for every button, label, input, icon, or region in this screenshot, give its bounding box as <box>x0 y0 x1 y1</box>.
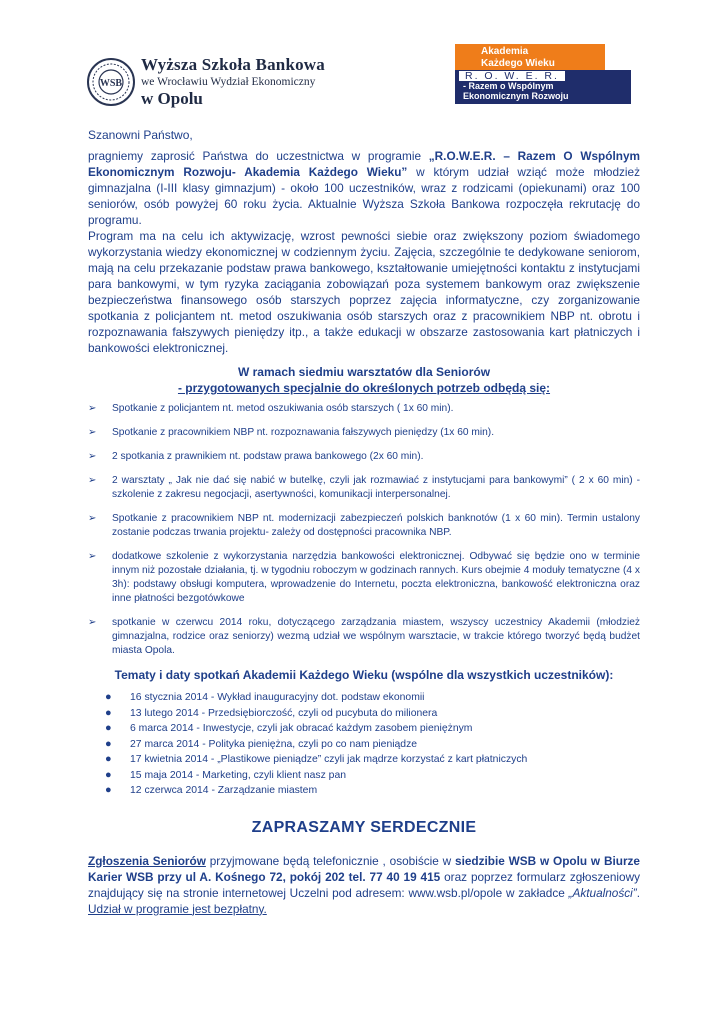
list-item: ● 13 lutego 2014 - Przedsiębiorczość, czyli od pucybuta do milionera <box>88 706 640 722</box>
school-name-line2: we Wrocławiu Wydział Ekonomiczny <box>141 76 316 88</box>
letter-body <box>88 128 640 928</box>
arrow-bullet-icon: ➢ <box>88 551 97 562</box>
list-item: ➢ spotkanie w czerwcu 2014 roku, dotyczącego zarządzania miastem, wszyscy uczestnicy Akademii (młodzież gimnazjalna, rodzice oraz seniorzy) wezmą udział we wspólnym warsztacie, w trakcie którego tworzyć będą budżet miasta Opola. <box>88 617 640 656</box>
list-item: ● 12 czerwca 2014 - Zarządzanie miastem <box>88 783 640 799</box>
list-item: ● 27 marca 2014 - Polityka pieniężna, czyli po co nam pieniądze <box>88 737 640 753</box>
registration-address: siedzibie WSB w Opolu w Biurze Karier WSB przy ul A. Kośnego 72, pokój 202 tel. 77 40 19 415 <box>88 853 640 884</box>
list-item: ➢ Spotkanie z policjantem nt. metod oszukiwania osób starszych ( 1x 60 min). <box>88 403 454 414</box>
aktualnosci-tab: „Aktualności” <box>568 885 637 900</box>
intro-text-c: w którym udział wziąć może młodzież gimnazjalna (I-III klasy gimnazjum) - około 100 uczestników, wraz z rodzicami (opiekunami) oraz 100 seniorów, osób powyżej 60 roku życia. Aktualnie Wyższa Szkoła Bankowa rozpoczęła rekrutację do programu. <box>88 165 640 227</box>
registration-lead: Zgłoszenia Seniorów <box>88 853 206 868</box>
svg-text:WSB: WSB <box>99 78 123 89</box>
school-name-line3: w Opolu <box>141 89 203 108</box>
wsb-seal-icon <box>86 57 136 107</box>
list-item: ➢ 2 warsztaty „ Jak nie dać się nabić w butelkę, czyli jak rozmawiać z instytucjami para bankowymi” ( 2 x 60 min) - szkolenie z zakresu negocjacji, asertywności, komunikacji interpersonalnej. <box>88 475 640 500</box>
greeting: Szanowni Państwo, <box>88 128 193 142</box>
bullet-icon: ● <box>105 768 112 781</box>
list-item: ➢ 2 spotkania z prawnikiem nt. podstaw prawa bankowego (2x 60 min). <box>88 451 424 462</box>
free-participation-note: Udział w programie jest bezpłatny. <box>88 901 267 916</box>
workshops-list <box>88 402 640 658</box>
arrow-bullet-icon: ➢ <box>88 513 97 524</box>
bullet-icon: ● <box>105 737 112 750</box>
list-item: ● 17 kwietnia 2014 - „Plastikowe pieniądze” czyli jak mądrze korzystać z kart płatniczych <box>88 752 640 768</box>
intro-text-a: pragniemy zaprosić Państwa do uczestnictwa w programie <box>88 149 429 163</box>
registration-paragraph: Zgłoszenia Seniorów przyjmowane będą telefonicznie , osobiście w siedzibie WSB w Opolu w Biurze Karier WSB przy ul A. Kośnego 72, pokój 202 tel. 77 40 19 415 oraz poprzez formularz zgłoszeniowy znajdujący się na stronie internetowej Uczelni pod adresem: www.wsb.pl/opole w zakładce „Aktualności”. Udział w programie jest bezpłatny. <box>88 853 640 916</box>
arrow-bullet-icon: ➢ <box>88 475 97 486</box>
school-name <box>141 55 325 108</box>
list-item: ➢ Spotkanie z pracownikiem NBP nt. modernizacji zabezpieczeń polskich banknotów (1 x 60 min). Termin ustalony zostanie podczas trwania projektu- zależy od dostępności pracownika NBP. <box>88 513 640 538</box>
program-paragraph: Program ma na celu ich aktywizację, wzrost pewności siebie oraz zwiększony poziom świadomego wykorzystania wiedzy ekonomicznej w codziennym życiu. Zajęcia, szczególnie te dedykowane seniorom, mają na celu przekazanie podstaw prawa bankowego, kształtowanie umiejętności kontaktu z instytucjami para bankowymi, w tym ryzyka zaciągania zobowiązań poza systemem bankowym oraz zwiększenie bezpieczeństwa finansowego osób starszych poprzez zajęcia informatyczne, czy zorganizowanie spotkania z policjantem nt. metod oszukiwania osób starszych oraz z pracownikiem NBP nt. obrotu i rozpoznawania fałszywych pieniędzy itp., a także edukacji w obszarze zastosowania kart płatniczych i bankowości elektronicznej. <box>88 229 640 355</box>
rower-logo <box>455 44 631 104</box>
list-item: ➢ dodatkowe szkolenie z wykorzystania narzędzia bankowości elektronicznej. Odbywać się będzie ono w terminie innym niż pozostałe działania, tj. w tygodniu roboczym w godzinach rannych. Kurs obejmie 4 moduły tematyczne (4 x 3h): podstawy obsługi komputera, wprowadzenie do Internetu, poczta elektroniczna, bankowość elektroniczna oraz inne płatności bezgotówkowe <box>88 551 640 604</box>
bullet-icon: ● <box>105 691 112 703</box>
rower-logo-navy-band <box>455 70 631 104</box>
rower-line1: Akademia <box>481 46 529 57</box>
workshops-heading-line1: W ramach siedmiu warsztatów dla Seniorów <box>237 365 491 379</box>
list-item: ● 16 stycznia 2014 - Wykład inauguracyjny dot. podstaw ekonomii <box>88 690 640 706</box>
school-name-line1: Wyższa Szkoła Bankowa <box>141 55 325 74</box>
workshops-heading-line2: - przygotowanych specjalnie do określonych potrzeb odbędą się: <box>177 381 551 395</box>
rower-line3: R. O. W. E. R. <box>459 71 565 81</box>
program-name: „R.O.W.E.R. – Razem O Wspólnym Ekonomicznym Rozwoju- Akademia Każdego Wieku” <box>88 149 640 179</box>
bullet-icon: ● <box>105 753 112 765</box>
list-item: ● 15 maja 2014 - Marketing, czyli klient nasz pan <box>88 768 640 784</box>
topics-list <box>88 690 640 799</box>
bullet-icon: ● <box>105 706 112 719</box>
school-logo <box>86 55 386 111</box>
rower-line5: Ekonomicznym Rozwoju <box>463 91 569 101</box>
arrow-bullet-icon: ➢ <box>88 427 97 438</box>
list-item: ● 6 marca 2014 - Inwestycje, czyli jak obracać każdym zasobem pieniężnym <box>88 721 640 737</box>
arrow-bullet-icon: ➢ <box>88 451 97 462</box>
intro-paragraph <box>88 148 640 228</box>
bullet-icon: ● <box>105 722 112 734</box>
workshops-heading <box>88 364 640 396</box>
list-item: ➢ Spotkanie z pracownikiem NBP nt. rozpoznawania fałszywych pieniędzy (1x 60 min). <box>88 427 495 438</box>
rower-logo-orange-band <box>455 44 605 70</box>
arrow-bullet-icon: ➢ <box>88 617 97 628</box>
rower-line2: Każdego Wieku <box>481 57 555 69</box>
topics-heading: Tematy i daty spotkań Akademii Każdego Wieku (wspólne dla wszystkich uczestników): <box>114 668 614 682</box>
arrow-bullet-icon: ➢ <box>88 403 97 414</box>
bullet-icon: ● <box>105 784 112 796</box>
invite-heading: ZAPRASZAMY SERDECZNIE <box>251 818 477 836</box>
rower-line4: - Razem o Wspólnym <box>463 81 554 91</box>
